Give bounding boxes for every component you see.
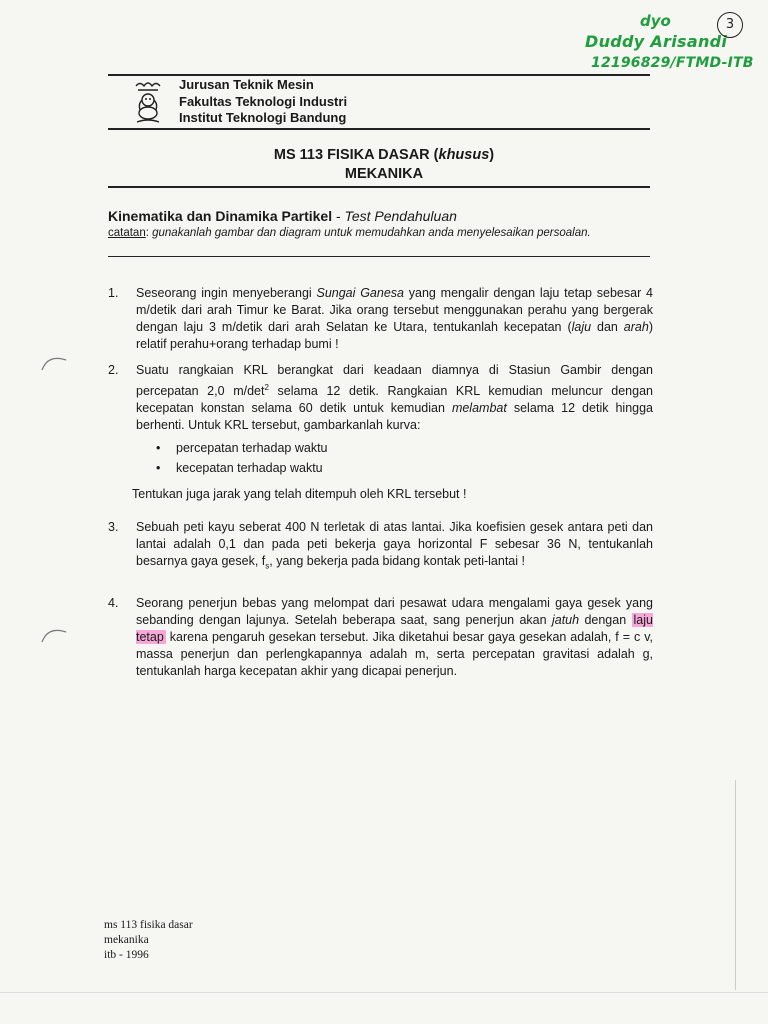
binder-hole-mark-top bbox=[40, 352, 70, 374]
course-title: MS 113 FISIKA DASAR (khusus) bbox=[273, 147, 495, 163]
note-label: catatan bbox=[108, 227, 146, 239]
department-name: Jurusan Teknik Mesin bbox=[179, 77, 314, 92]
handwritten-student-id: 12196829/FTMD-ITB bbox=[591, 55, 754, 71]
list-item: • percepatan terhadap waktu bbox=[156, 438, 653, 458]
header-top-rule bbox=[108, 74, 650, 76]
footer-year: itb - 1996 bbox=[104, 949, 149, 961]
question-text: Sebuah peti kayu seberat 400 N terletak di atas lantai. Jika koefisien gesek antara peti dan lantai adalah 0,1 dan pada peti bekerja gaya horizontal F sebesar 36 N, tentukanlah besarnya gaya gesek, $f_s$, yang bekerja pada bidang kontak peti-lantai ! bbox=[136, 520, 653, 571]
list-item: • kecepatan terhadap waktu bbox=[156, 458, 653, 478]
handwritten-name: Duddy Arisandi bbox=[585, 32, 728, 51]
title-rule bbox=[108, 186, 650, 188]
question-number: 3. bbox=[108, 520, 119, 534]
header-bottom-rule bbox=[108, 128, 650, 130]
question-4 bbox=[108, 595, 653, 680]
institute-name: Institut Teknologi Bandung bbox=[179, 110, 347, 125]
handwritten-annotation bbox=[585, 10, 760, 72]
itb-ganesha-logo-icon bbox=[132, 80, 164, 126]
handwritten-initials: dyo bbox=[640, 12, 671, 30]
bullet-list bbox=[156, 438, 653, 478]
footer-subject: mekanika bbox=[104, 934, 149, 946]
question-number: 1. bbox=[108, 286, 119, 300]
section-separator: - bbox=[332, 208, 345, 224]
course-qualifier: khusus bbox=[438, 147, 490, 163]
section-type: Test Pendahuluan bbox=[344, 208, 457, 224]
question-followup: Tentukan juga jarak yang telah ditempuh oleh KRL tersebut ! bbox=[132, 487, 467, 502]
document-footer bbox=[104, 918, 193, 963]
faculty-name: Fakultas Teknologi Industri bbox=[179, 93, 348, 109]
course-code-title: MS 113 FISIKA DASAR bbox=[273, 147, 430, 163]
question-2 bbox=[108, 362, 653, 503]
question-text: Seseorang ingin menyeberangi Sungai Ganesa yang mengalir dengan laju tetap sebesar 4 m/detik dari arah Timur ke Barat. Jika orang tersebut menggunakan perahu yang bergerak dengan laju 3 m/detik dari arah Selatan ke Utara, tentukanlah kecepatan (laju dan arah) relatif perahu+orang terhadap bumi ! bbox=[136, 286, 653, 351]
section-heading bbox=[108, 208, 457, 224]
highlighted-text: laju tetap bbox=[136, 613, 653, 644]
institution-block bbox=[179, 77, 347, 127]
note-text: gunakanlah gambar dan diagram untuk memudahkan anda menyelesaikan persoalan. bbox=[152, 227, 591, 239]
footer-course: ms 113 fisika dasar bbox=[104, 919, 193, 931]
question-3 bbox=[108, 519, 653, 575]
page-edge-line bbox=[735, 780, 736, 990]
section-title: Kinematika dan Dinamika Partikel bbox=[108, 208, 333, 224]
section-rule bbox=[108, 256, 650, 257]
question-1 bbox=[108, 285, 653, 353]
binder-hole-mark-bottom bbox=[40, 624, 70, 646]
question-text: Suatu rangkaian KRL berangkat dari keadaan diamnya di Stasiun Gambir dengan percepatan 2,0 $m/\det^2$ selama 12 detik. Rangkaian KRL kemudian meluncur dengan kecepatan konstan selama 60 detik untuk kemudian melambat selama 12 detik hingga berhenti. Untuk KRL tersebut, gambarkanlah kurva: • percepatan terhadap waktu • kecepatan terhadap waktu Tentukan juga jarak yang telah ditempuh oleh KRL tersebut ! bbox=[136, 362, 653, 503]
instruction-note: catatan: gunakanlah gambar dan diagram untuk memudahkan anda menyelesaikan persoalan. bbox=[108, 227, 591, 239]
course-subtitle: MEKANIKA bbox=[344, 166, 424, 182]
question-number: 4. bbox=[108, 596, 119, 610]
question-text: Seorang penerjun bebas yang melompat dari pesawat udara mengalami gaya gesek yang sebanding dengan lajunya. Setelah beberapa saat, sang penerjun akan jatuh dengan laju tetap karena pengaruh gesekan tersebut. Jika diketahui besar gaya gesekan adalah, f = c v, massa penerjun dan perlengkapannya adalah m, serta percepatan gravitasi adalah g, tentukanlah harga kecepatan akhir yang dicapai penerjun. bbox=[136, 596, 653, 678]
question-number: 2. bbox=[108, 363, 119, 377]
page-bottom-edge bbox=[0, 992, 768, 993]
handwritten-circled-number: 3 bbox=[717, 12, 743, 38]
